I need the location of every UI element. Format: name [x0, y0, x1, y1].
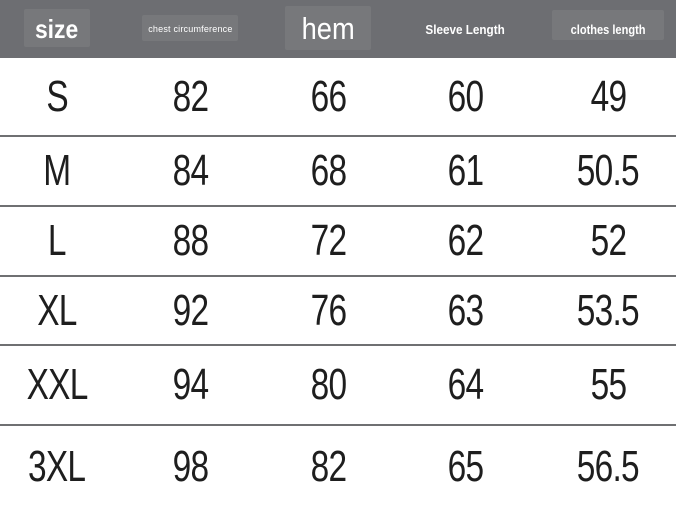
cell-value: 62	[447, 216, 483, 265]
table-row	[0, 58, 676, 137]
cell-clothes	[540, 137, 676, 205]
cell-value: 76	[310, 285, 346, 335]
cell-chest	[114, 137, 266, 205]
cell-chest	[114, 207, 266, 275]
cell-value: 82	[310, 442, 346, 491]
table-row	[0, 137, 676, 207]
cell-size	[0, 137, 114, 205]
cell-hem	[266, 277, 390, 344]
cell-value: L	[48, 216, 66, 265]
cell-hem	[266, 58, 390, 135]
header-label-chest-circumference: chest circumference	[147, 23, 233, 35]
cell-hem	[266, 346, 390, 424]
cell-value: 49	[590, 71, 626, 121]
cell-hem	[266, 426, 390, 508]
cell-value: 3XL	[28, 442, 86, 491]
cell-value: 66	[310, 71, 346, 121]
cell-value: 53.5	[576, 285, 640, 335]
cell-value: 52	[590, 216, 626, 265]
cell-chest	[114, 426, 266, 508]
cell-sleeve	[390, 207, 540, 275]
table-row	[0, 207, 676, 277]
cell-value: 60	[447, 71, 483, 121]
table-header-row	[0, 0, 676, 58]
cell-value: 72	[310, 216, 346, 265]
cell-hem	[266, 207, 390, 275]
table-row	[0, 277, 676, 346]
cell-sleeve	[390, 58, 540, 135]
header-cell-clothes-length	[540, 0, 676, 58]
cell-chest	[114, 277, 266, 344]
cell-clothes	[540, 277, 676, 344]
cell-size	[0, 426, 114, 508]
cell-size	[0, 58, 114, 135]
cell-size	[0, 277, 114, 344]
cell-value: S	[46, 71, 68, 121]
cell-sleeve	[390, 346, 540, 424]
cell-value: M	[43, 146, 71, 195]
table-row	[0, 426, 676, 508]
header-cell-sleeve-length	[390, 0, 540, 58]
cell-size	[0, 207, 114, 275]
cell-value: 82	[172, 71, 208, 121]
cell-value: 56.5	[576, 442, 640, 491]
cell-clothes	[540, 207, 676, 275]
cell-value: 64	[447, 360, 483, 409]
cell-value: 98	[172, 442, 208, 491]
table-row	[0, 346, 676, 426]
cell-sleeve	[390, 426, 540, 508]
header-label-hem: hem	[301, 11, 355, 46]
cell-value: 50.5	[576, 146, 640, 195]
cell-chest	[114, 346, 266, 424]
header-cell-hem	[266, 0, 390, 58]
cell-value: 80	[310, 360, 346, 409]
cell-value: 63	[447, 285, 483, 335]
cell-sleeve	[390, 137, 540, 205]
header-cell-size	[0, 0, 114, 58]
cell-hem	[266, 137, 390, 205]
cell-value: 65	[447, 442, 483, 491]
header-label-size: size	[35, 13, 79, 44]
cell-value: 92	[172, 285, 208, 335]
cell-value: XL	[37, 285, 77, 335]
cell-value: XXL	[26, 360, 88, 409]
header-label-sleeve-length: Sleeve Length	[425, 21, 505, 37]
cell-chest	[114, 58, 266, 135]
cell-value: 94	[172, 360, 208, 409]
cell-size	[0, 346, 114, 424]
header-label-clothes-length: clothes length	[570, 21, 646, 37]
cell-value: 68	[310, 146, 346, 195]
cell-value: 55	[590, 360, 626, 409]
cell-value: 61	[447, 146, 483, 195]
cell-value: 88	[172, 216, 208, 265]
cell-sleeve	[390, 277, 540, 344]
cell-clothes	[540, 426, 676, 508]
cell-clothes	[540, 58, 676, 135]
header-cell-chest-circumference	[114, 0, 266, 58]
cell-value: 84	[172, 146, 208, 195]
cell-clothes	[540, 346, 676, 424]
